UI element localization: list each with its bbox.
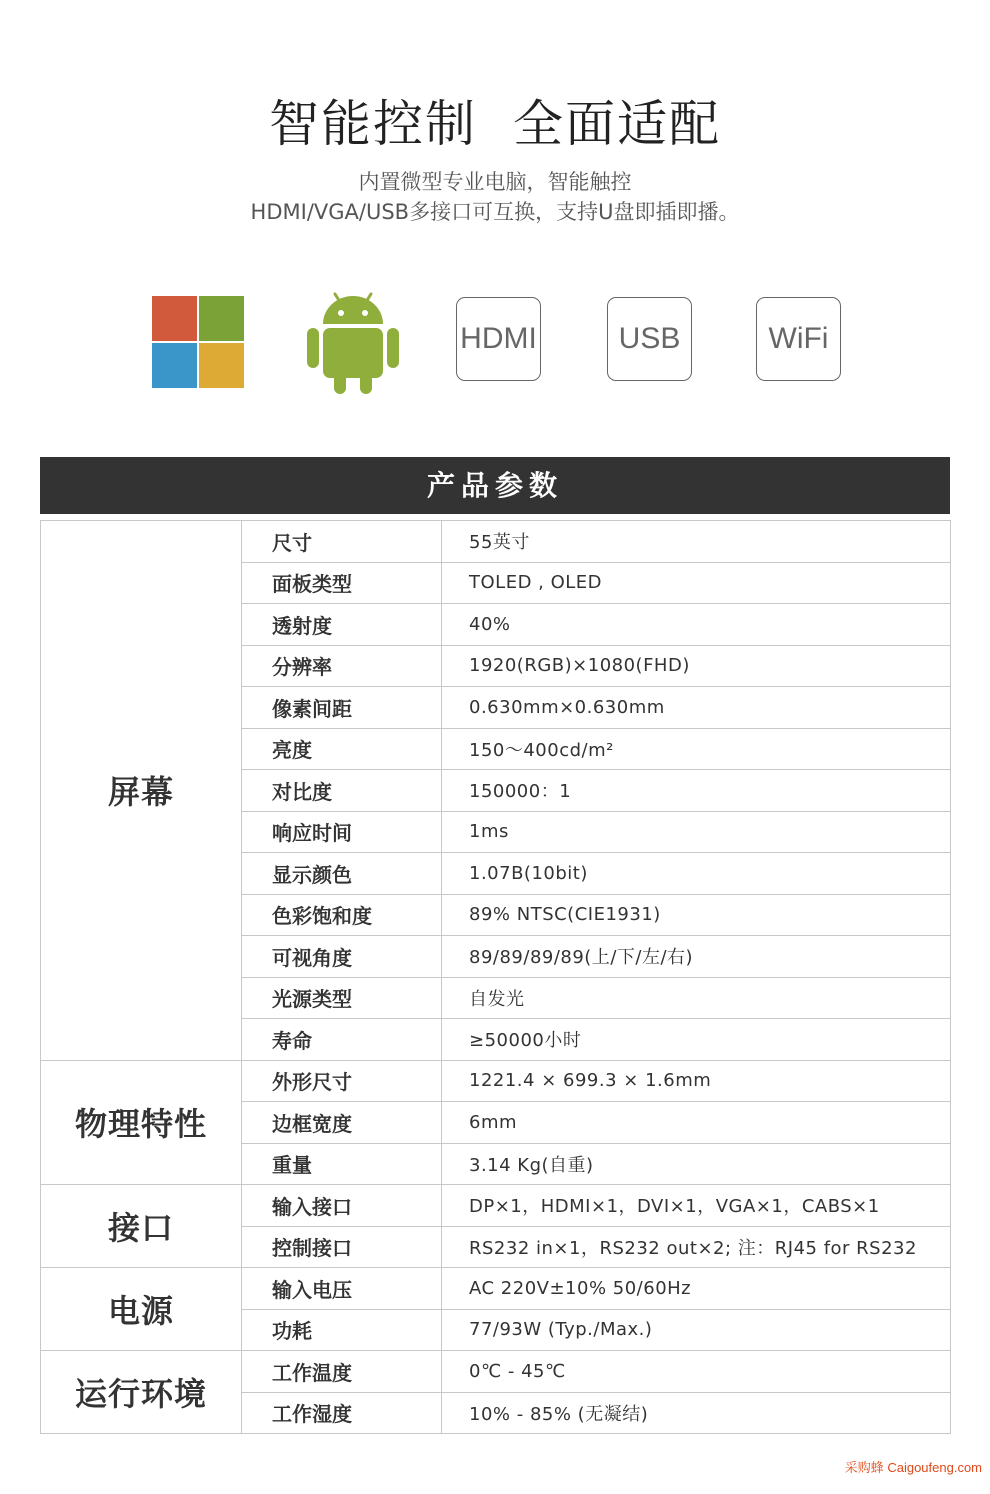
spec-value: 55英寸: [442, 521, 951, 563]
spec-value: TOLED , OLED: [442, 562, 951, 604]
spec-section-header: 产品参数: [40, 457, 950, 514]
spec-key: 光源类型: [242, 977, 442, 1019]
compatibility-icons: [0, 290, 990, 400]
android-icon: [305, 290, 401, 396]
spec-key: 输入接口: [242, 1185, 442, 1227]
spec-value: 6mm: [442, 1102, 951, 1144]
subtitle-line-1: 内置微型专业电脑，智能触控: [358, 170, 632, 194]
spec-key: 显示颜色: [242, 853, 442, 895]
spec-category: 运行环境: [41, 1351, 242, 1434]
spec-value: 1221.4 × 699.3 × 1.6mm: [442, 1060, 951, 1102]
spec-key: 像素间距: [242, 687, 442, 729]
table-row: [41, 1268, 951, 1310]
spec-value: 10% - 85% (无凝结): [442, 1392, 951, 1434]
table-row: [41, 1185, 951, 1227]
spec-key: 尺寸: [242, 521, 442, 563]
spec-table: [40, 520, 951, 1434]
spec-value: RS232 in×1，RS232 out×2; 注：RJ45 for RS232: [442, 1226, 951, 1268]
spec-value: 40%: [442, 604, 951, 646]
spec-key: 分辨率: [242, 645, 442, 687]
spec-value: DP×1，HDMI×1，DVI×1，VGA×1，CABS×1: [442, 1185, 951, 1227]
spec-key: 寿命: [242, 1019, 442, 1061]
spec-value: 89% NTSC(CIE1931): [442, 894, 951, 936]
hdmi-badge: HDMI: [456, 297, 541, 381]
watermark: 采购蜂 Caigoufeng.com: [844, 1460, 982, 1475]
spec-value: 1ms: [442, 811, 951, 853]
spec-key: 输入电压: [242, 1268, 442, 1310]
spec-value: 89/89/89/89(上/下/左/右): [442, 936, 951, 978]
wifi-badge: WiFi: [756, 297, 841, 381]
spec-value: 自发光: [442, 977, 951, 1019]
spec-key: 控制接口: [242, 1226, 442, 1268]
table-row: [41, 1060, 951, 1102]
spec-category: 物理特性: [41, 1060, 242, 1185]
spec-key: 外形尺寸: [242, 1060, 442, 1102]
spec-value: 3.14 Kg(自重): [442, 1143, 951, 1185]
spec-value: AC 220V±10% 50/60Hz: [442, 1268, 951, 1310]
spec-value: 150～400cd/m²: [442, 728, 951, 770]
spec-category: 电源: [41, 1268, 242, 1351]
table-row: [41, 1351, 951, 1393]
spec-key: 透射度: [242, 604, 442, 646]
windows-icon: [152, 296, 244, 388]
spec-category: 屏幕: [41, 521, 242, 1061]
spec-key: 工作湿度: [242, 1392, 442, 1434]
spec-value: 0℃ - 45℃: [442, 1351, 951, 1393]
spec-value: 150000：1: [442, 770, 951, 812]
spec-key: 重量: [242, 1143, 442, 1185]
usb-badge: USB: [607, 297, 692, 381]
spec-key: 功耗: [242, 1309, 442, 1351]
page-title: 智能控制 全面适配: [269, 95, 721, 153]
spec-key: 边框宽度: [242, 1102, 442, 1144]
spec-key: 面板类型: [242, 562, 442, 604]
subtitle-line-2: HDMI/VGA/USB多接口可互换，支持U盘即插即播。: [250, 200, 740, 224]
spec-value: 0.630mm×0.630mm: [442, 687, 951, 729]
spec-category: 接口: [41, 1185, 242, 1268]
spec-key: 响应时间: [242, 811, 442, 853]
spec-key: 可视角度: [242, 936, 442, 978]
spec-key: 色彩饱和度: [242, 894, 442, 936]
spec-key: 工作温度: [242, 1351, 442, 1393]
spec-key: 亮度: [242, 728, 442, 770]
spec-value: ≥50000小时: [442, 1019, 951, 1061]
spec-value: 77/93W (Typ./Max.): [442, 1309, 951, 1351]
table-row: [41, 521, 951, 563]
spec-key: 对比度: [242, 770, 442, 812]
spec-value: 1.07B(10bit): [442, 853, 951, 895]
spec-value: 1920(RGB)×1080(FHD): [442, 645, 951, 687]
